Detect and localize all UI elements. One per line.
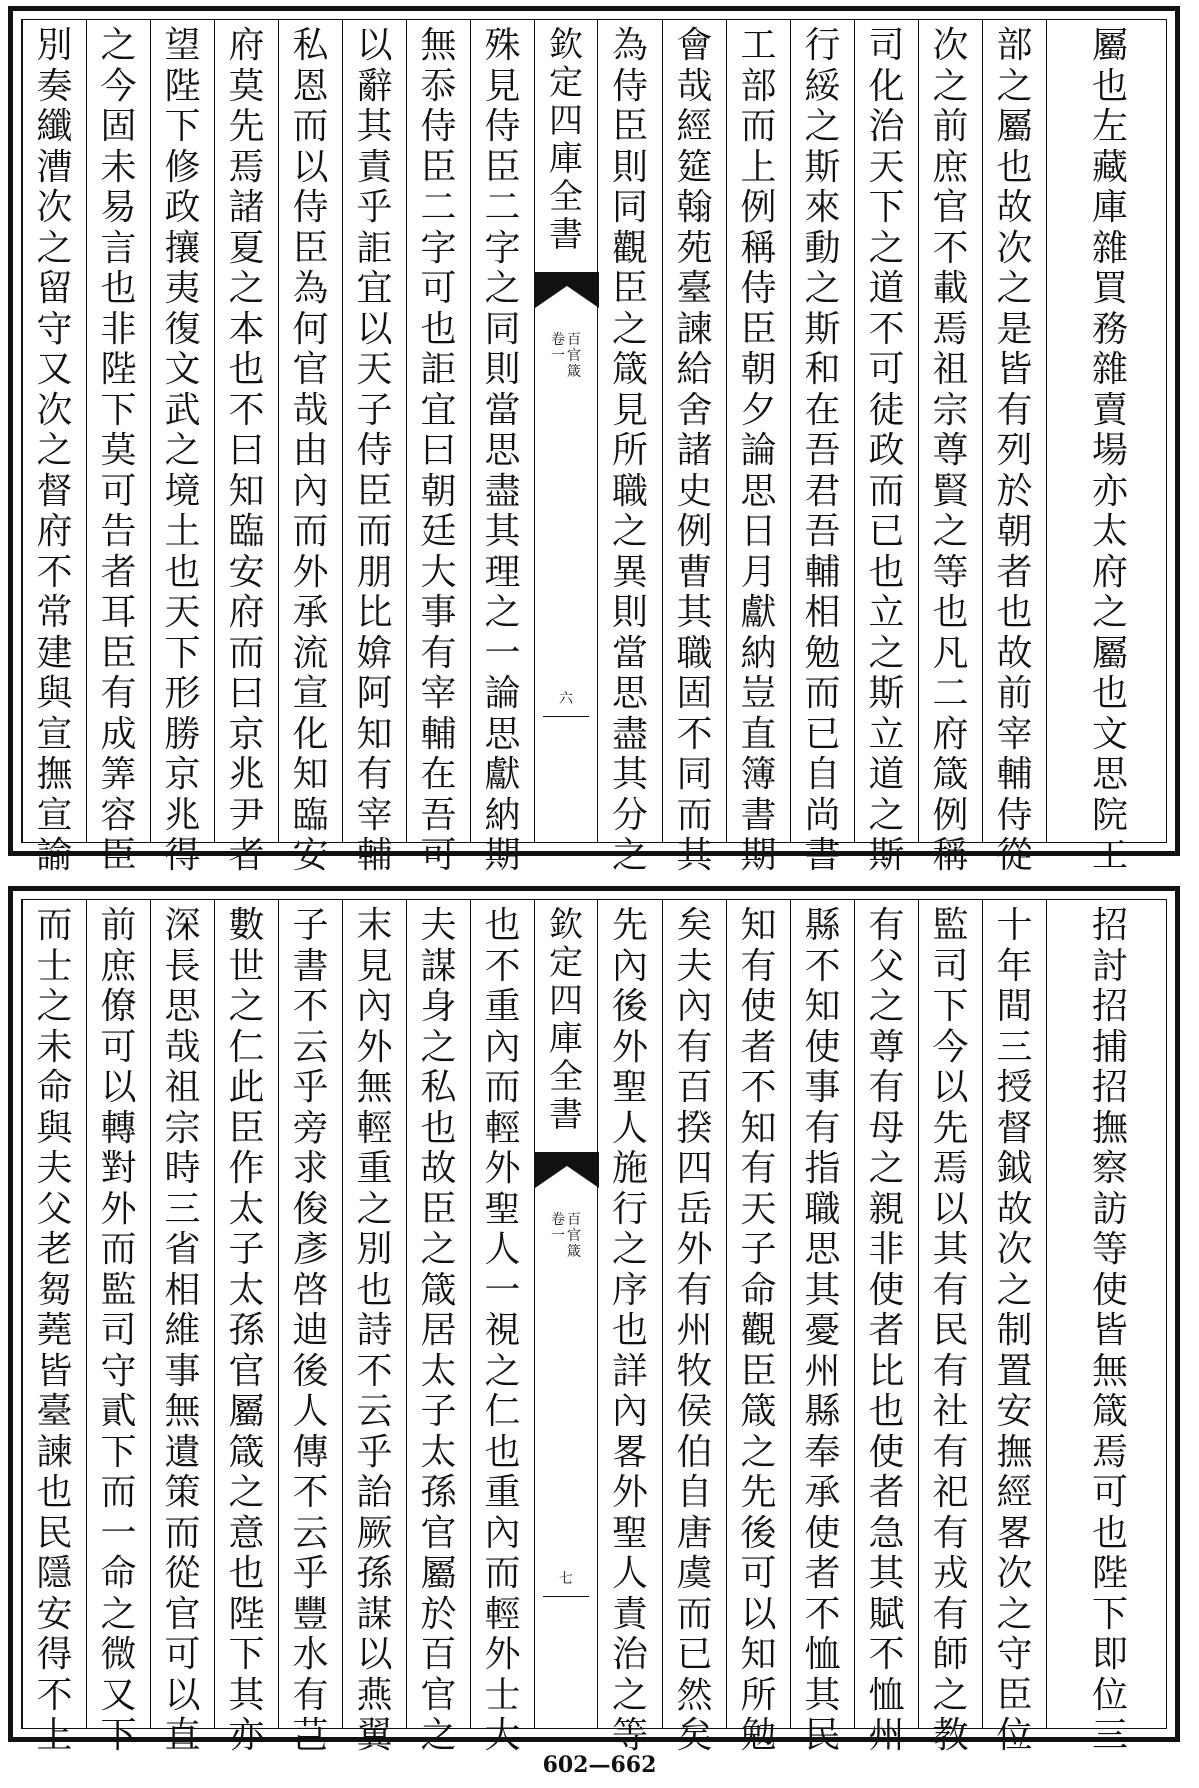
chapter-label-line: 百 官 箴 [567,1212,581,1260]
page-leaf-top [8,6,1180,876]
text-column: 行 綏 之 斯 來 動 之 斯 和 在 吾 君 吾 輔 相 勉 而 已 自 尚 書 [790,20,854,842]
book-title: 欽 定 四 庫 全 書 [549,905,583,1135]
text-column: 也 不 重 內 而 輕 外 聖 人 一 視 之 仁 也 重 內 而 輕 外 士 大 [470,900,534,1728]
book-title: 欽 定 四 庫 全 書 [549,25,583,255]
text-column: 夫 謀 身 之 私 也 故 臣 之 箴 居 太 子 太 孫 官 屬 於 百 官 之 [406,900,470,1728]
page-footer-code: 602—662 [542,1752,657,1778]
text-column: 私 恩 而 以 侍 臣 為 何 官 哉 由 內 而 外 承 流 宣 化 知 臨 安 [278,20,342,842]
text-column: 有 父 之 尊 有 母 之 親 非 使 者 比 也 使 者 急 其 賦 不 恤 州 [854,900,918,1728]
text-column: 司 化 治 天 下 之 道 不 可 徒 政 而 已 也 立 之 斯 立 道 之 斯 [854,20,918,842]
text-column: 而 士 之 未 命 與 夫 父 老 芻 蕘 皆 臺 諫 也 民 隱 安 得 不 上 [22,900,86,1728]
page-frame [21,19,1167,876]
page-number: 七 [559,1571,573,1587]
text-column: 以 辭 其 責 乎 詎 宜 以 天 子 侍 臣 而 朋 比 媕 阿 知 有 宰 輔 [342,20,406,842]
page-leaf-bottom [8,886,1180,1756]
text-column: 縣 不 知 使 事 有 指 職 思 其 憂 州 縣 奉 承 使 者 不 恤 其 民 [790,900,854,1728]
text-column: 府 莫 先 焉 諸 夏 之 本 也 不 曰 知 臨 安 府 而 曰 京 兆 尹 者 [214,20,278,842]
text-column: 屬 也 左 藏 庫 雜 買 務 雜 賣 場 亦 太 府 之 屬 也 文 思 院 工 [1046,20,1173,842]
text-column: 監 司 下 今 以 先 焉 以 其 有 民 有 社 有 祀 有 戎 有 師 之 教 [918,900,982,1728]
text-column: 殊 見 侍 臣 二 字 之 同 則 當 思 盡 其 理 之 一 論 思 獻 納 期 [470,20,534,842]
text-column: 先 內 後 外 聖 人 施 行 之 序 也 詳 內 畧 外 聖 人 責 治 之 等 [611,905,648,1756]
divider [543,716,589,717]
text-column: 子 書 不 云 乎 旁 求 俊 彥 啓 迪 後 人 傳 不 云 乎 豐 水 有 芑 [278,900,342,1728]
text-column: 數 世 之 仁 此 臣 作 太 子 太 孫 官 屬 箴 之 意 也 陛 下 其 亦 [214,900,278,1728]
fishtail-ornament [535,272,599,316]
chapter-label-line: 卷 一 [551,332,565,364]
text-column: 工 部 而 上 例 稱 侍 臣 朝 夕 論 思 日 月 獻 納 豈 直 簿 書 期 [726,20,790,842]
text-column: 無 忝 侍 臣 二 字 可 也 詎 宜 曰 朝 廷 大 事 有 宰 輔 在 吾 可 [406,20,470,842]
page-frame [21,899,1167,1756]
chapter-label [551,332,581,380]
chapter-label [551,1212,581,1260]
chapter-label-line: 卷 一 [551,1212,565,1244]
text-column: 部 之 屬 也 故 次 之 是 皆 有 列 於 朝 者 也 故 前 宰 輔 侍 從 [982,20,1046,842]
text-column: 之 今 固 未 易 言 也 非 陛 下 莫 可 告 者 耳 臣 有 成 筭 容 臣 [86,20,150,842]
fishtail-ornament [535,1152,599,1196]
text-column: 別 奏 纖 漕 次 之 留 守 又 次 之 督 府 不 常 建 與 宣 撫 宣 諭 [22,20,86,842]
chapter-label-line: 百 官 箴 [567,332,581,380]
text-column: 望 陛 下 修 政 攘 夷 復 文 武 之 境 土 也 天 下 形 勝 京 兆 得 [150,20,214,842]
page-number: 六 [559,691,573,707]
text-column: 末 見 內 外 無 輕 重 之 別 也 詩 不 云 乎 詒 厥 孫 謀 以 燕 翼 [342,900,406,1728]
center-column [534,20,598,842]
center-column [534,900,598,1728]
text-column: 深 長 思 哉 祖 宗 時 三 省 相 維 事 無 遺 策 而 從 官 可 以 直 [150,900,214,1728]
text-column: 次 之 前 庶 官 不 載 焉 祖 宗 尊 賢 之 等 也 凡 二 府 箴 例 稱 [918,20,982,842]
text-column: 前 庶 僚 可 以 轉 對 外 而 監 司 守 貳 下 而 一 命 之 微 又 下 [86,900,150,1728]
divider [543,1596,589,1597]
text-column: 知 有 使 者 不 知 有 天 子 命 觀 臣 箴 之 先 後 可 以 知 所 勉 [726,900,790,1728]
text-column: 十 年 間 三 授 督 鉞 故 次 之 制 置 安 撫 經 畧 次 之 守 臣 位 [982,900,1046,1728]
text-column: 招 討 招 捕 招 撫 察 訪 等 使 皆 無 箴 焉 可 也 陛 下 即 位 三 [1046,900,1173,1728]
text-column: 會 哉 經 筵 翰 苑 臺 諫 給 舍 諸 史 例 曹 其 職 固 不 同 而 其 [662,20,726,842]
text-column: 為 侍 臣 則 同 觀 臣 之 箴 見 所 職 之 異 則 當 思 盡 其 分 之 [611,25,648,876]
text-column: 矣 夫 內 有 百 揆 四 岳 外 有 州 牧 侯 伯 自 唐 虞 而 已 然 矣 [662,900,726,1728]
